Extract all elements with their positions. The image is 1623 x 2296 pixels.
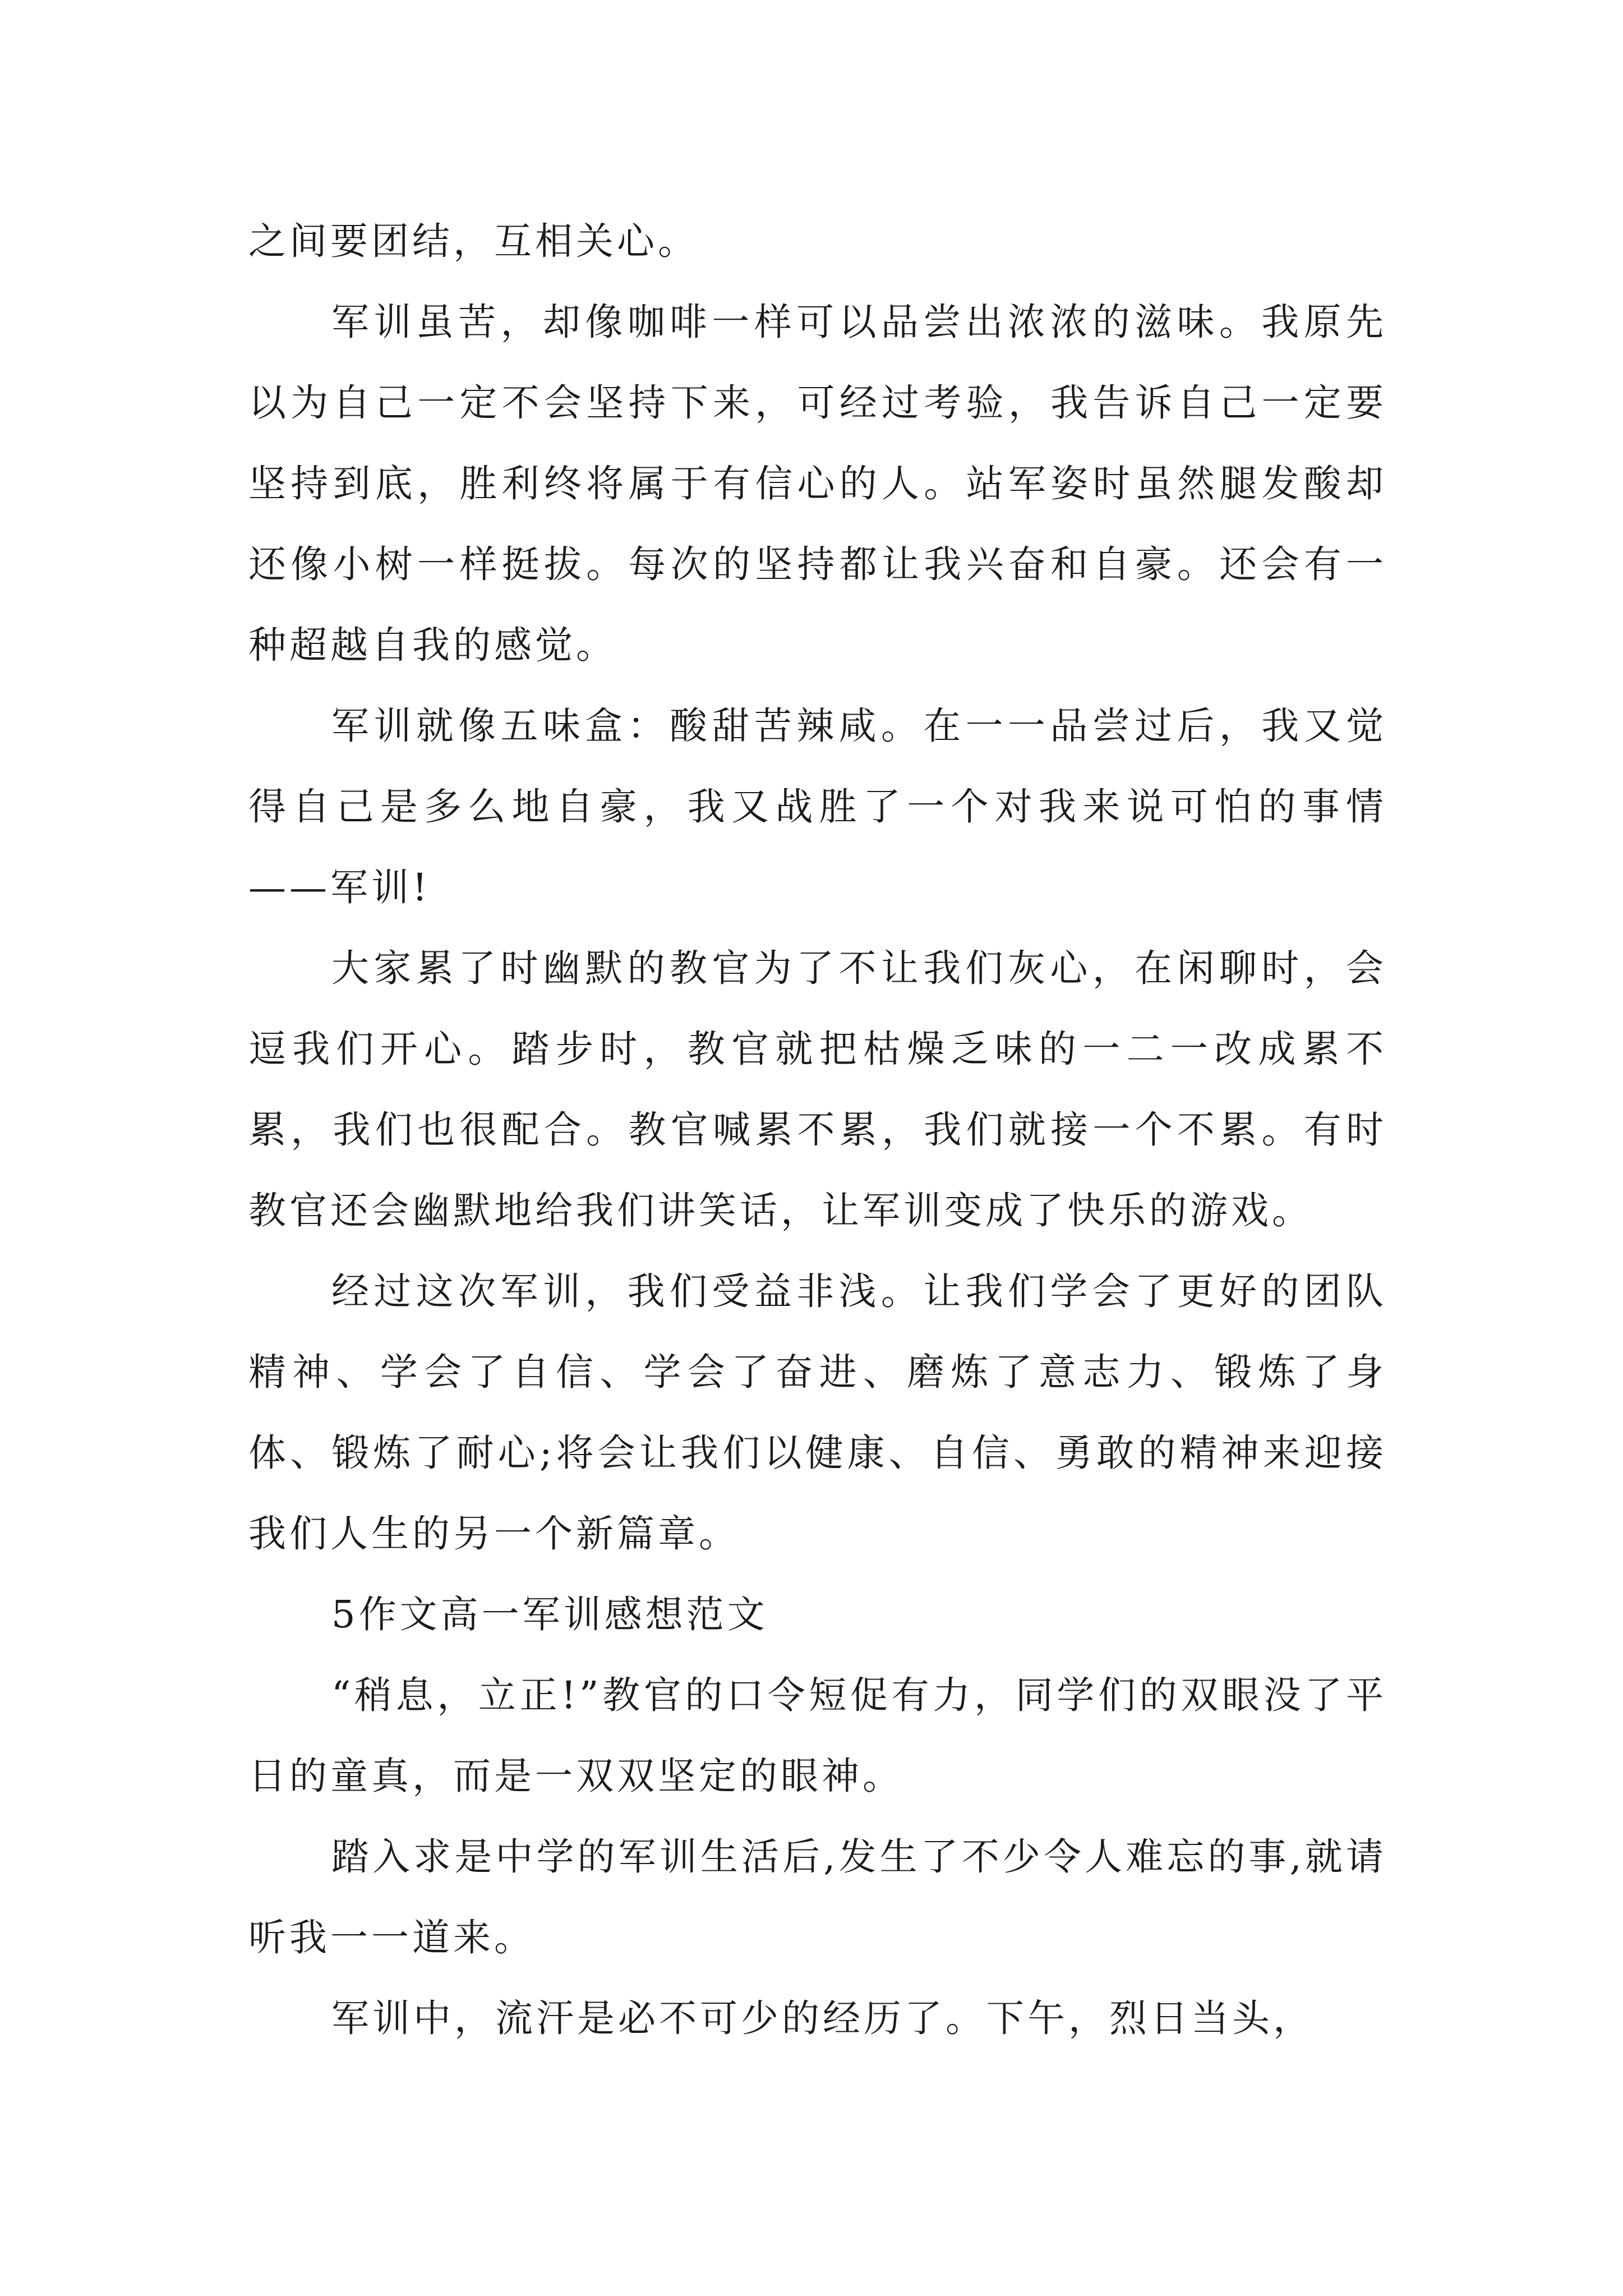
paragraph-2: 军训虽苦，却像咖啡一样可以品尝出浓浓的滋味。我原先以为自己一定不会坚持下来，可经过考验，我告诉自己一定要坚持到底，胜利终将属于有信心的人。站军姿时虽然腿发酸却还像小树一样挺拔。每次的坚持都让我兴奋和自豪。还会有一种超越自我的感觉。 xyxy=(248,300,1387,667)
paragraph-3: 军训就像五味盒：酸甜苦辣咸。在一一品尝过后，我又觉得自己是多么地自豪，我又战胜了一个对我来说可怕的事情——军训! xyxy=(248,704,1387,909)
paragraph-8: 军训中，流汗是必不可少的经历了。下午，烈日当头， xyxy=(331,1996,1314,2040)
body-text xyxy=(248,201,1387,2059)
paragraph-5: 经过这次军训，我们受益非浅。让我们学会了更好的团队精神、学会了自信、学会了奋进、磨炼了意志力、锻炼了身体、锻炼了耐心;将会让我们以健康、自信、勇敢的精神来迎接我们人生的另一个新篇章。 xyxy=(248,1269,1387,1556)
paragraph-1: 之间要团结，互相关心。 xyxy=(248,219,699,263)
paragraph-6: “稍息，立正!”教官的口令短促有力，同学们的双眼没了平日的童真，而是一双双坚定的眼神。 xyxy=(248,1673,1387,1798)
paragraph-4: 大家累了时幽默的教官为了不让我们灰心，在闲聊时，会逗我们开心。踏步时，教官就把枯燥乏味的一二一改成累不累，我们也很配合。教官喊累不累，我们就接一个不累。有时教官还会幽默地给我们讲笑话，让军训变成了快乐的游戏。 xyxy=(248,946,1387,1232)
paragraph-7: 踏入求是中学的军训生活后,发生了不少令人难忘的事,就请听我一一道来。 xyxy=(248,1835,1387,1959)
section-heading: 5作文高一军训感想范文 xyxy=(331,1593,768,1636)
